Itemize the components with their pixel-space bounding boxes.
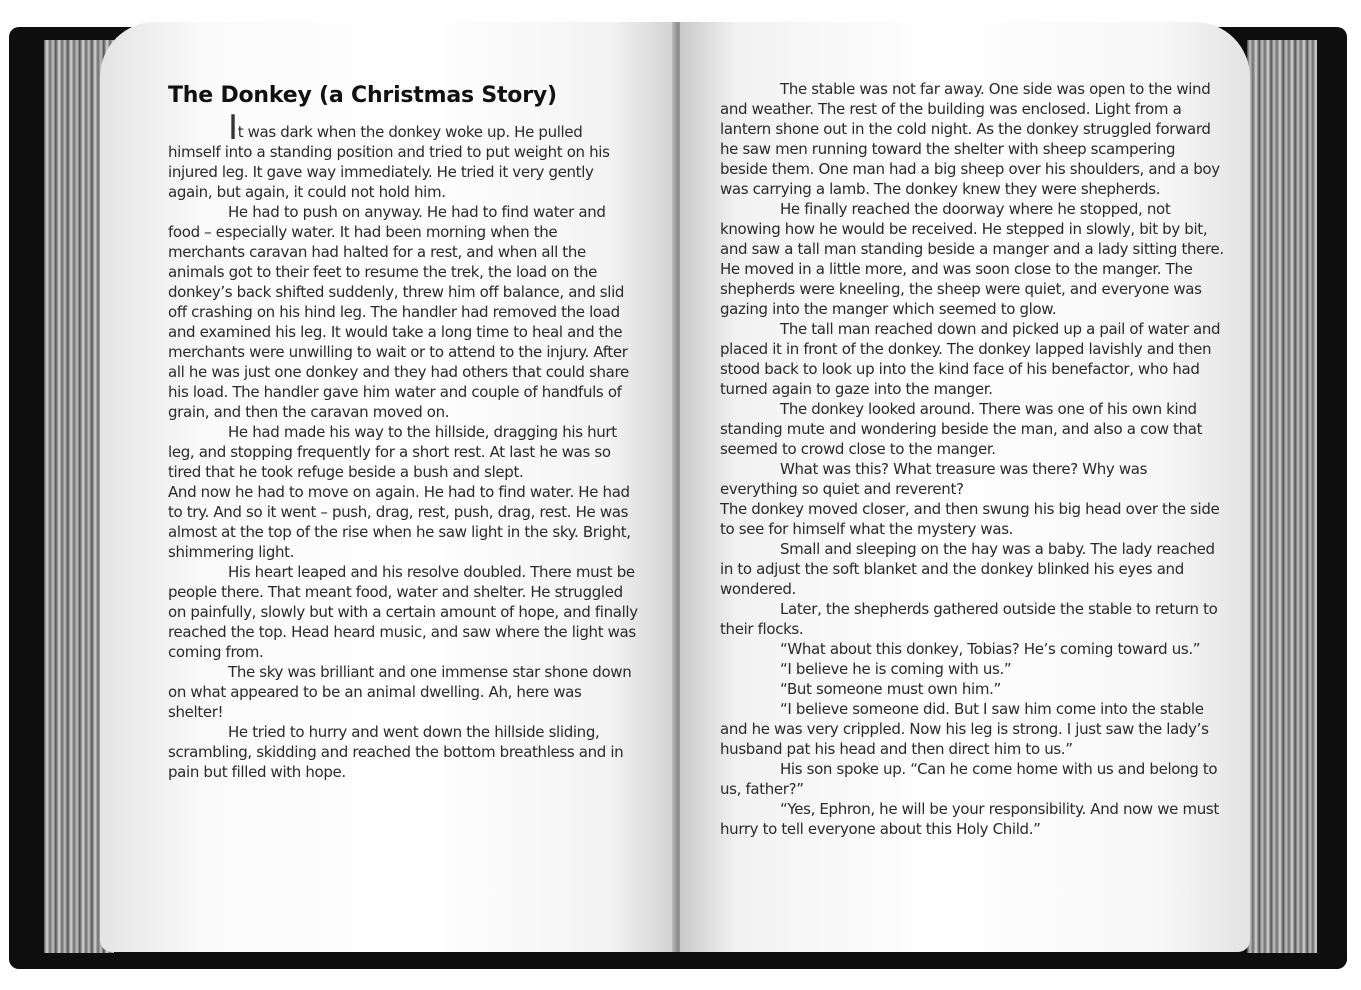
paragraph: The stable was not far away. One side was open to the wind and weather. The rest of the building was enclosed. Light from a lantern shone out in the cold night. As the donkey struggled forward he saw men running toward the shelter with sheep scampering beside them. One man had a big sheep over his shoulders, and a boy was carrying a lamb. The donkey knew they were shepherds. [720, 80, 1220, 198]
paragraph: He had made his way to the hillside, dragging his hurt leg, and stopping frequently for a short rest. At last he was so tired that he took refuge beside a bush and slept. [168, 423, 617, 481]
paragraph: “What about this donkey, Tobias? He’s coming toward us.” [780, 640, 1201, 658]
paragraph: He finally reached the doorway where he stopped, not knowing how he would be received. He stepped in slowly, bit by bit, and saw a tall man standing beside a manger and a lady sitting there. He moved in a little more, and was soon close to the manger. The shepherds were kneeling, the sheep were quiet, and everyone was gazing into the manger which seemed to glow. [720, 200, 1224, 318]
paragraph: The donkey moved closer, and then swung his big head over the side to see for himself what the mystery was. [720, 500, 1220, 538]
page-edges-right [1247, 40, 1317, 953]
paragraph [168, 108, 638, 202]
paragraph: “I believe someone did. But I saw him come into the stable and he was very crippled. Now his leg is strong. I just saw the lady’s husband pat his head and then direct him to us.” [720, 700, 1209, 758]
paragraph: His son spoke up. “Can he come home with us and belong to us, father?” [720, 760, 1218, 798]
paragraph: “Yes, Ephron, he will be your responsibility. And now we must hurry to tell everyone about this Holy Child.” [720, 800, 1219, 838]
paragraph: He had to push on anyway. He had to find water and food – especially water. It had been morning when the merchants caravan had halted for a rest, and when all the animals got to their feet to resume the trek, the load on the donkey’s back shifted suddenly, threw him off balance, and slid off crashing on his hind leg. The handler had removed the load and examined his leg. It would take a long time to heal and the merchants were unwilling to wait or to attend to the injury. After all he was just one donkey and they had others that could share his load. The handler gave him water and couple of handfuls of grain, and then the caravan moved on. [168, 203, 629, 421]
right-page [680, 22, 1250, 952]
paragraph: His heart leaped and his resolve doubled. There must be people there. That meant food, water and shelter. He struggled on painfully, slowly but with a certain amount of hope, and finally reached the top. Head heard music, and saw where the light was coming from. [168, 563, 638, 661]
drop-cap: I [228, 108, 238, 148]
paragraph: Small and sleeping on the hay was a baby. The lady reached in to adjust the soft blanket and the donkey blinked his eyes and wondered. [720, 540, 1215, 598]
right-page-text [720, 79, 1225, 839]
left-page-text [168, 82, 638, 782]
paragraph: The tall man reached down and picked up a pail of water and placed it in front of the donkey. The donkey lapped lavishly and then stood back to look up into the kind face of his benefactor, who had turned again to gaze into the manger. [720, 320, 1221, 398]
paragraph: He tried to hurry and went down the hillside sliding, scrambling, skidding and reached the bottom breathless and in pain but filled with hope. [168, 723, 624, 781]
paragraph: “I believe he is coming with us.” [780, 660, 1012, 678]
paragraph: And now he had to move on again. He had to find water. He had to try. And so it went – push, drag, rest, push, drag, rest. He was almost at the top of the rise when he saw light in the sky. Bright, shimmering light. [168, 483, 631, 561]
paragraph: The sky was brilliant and one immense star shone down on what appeared to be an animal dwelling. Ah, here was shelter! [168, 663, 632, 721]
paragraph: Later, the shepherds gathered outside the stable to return to their flocks. [720, 600, 1218, 638]
paragraph: “But someone must own him.” [780, 680, 1001, 698]
paragraph-text: t was dark when the donkey woke up. He pulled himself into a standing position and tried to put weight on his injured leg. It gave way immediately. He tried it very gently again, but again, it could not hold him. [168, 123, 610, 201]
left-page [100, 22, 680, 952]
paragraph: The donkey looked around. There was one of his own kind standing mute and wondering beside the man, and also a cow that seemed to crowd close to the manger. [720, 400, 1203, 458]
paragraph: What was this? What treasure was there? Why was everything so quiet and reverent? [720, 460, 1148, 498]
story-title: The Donkey (a Christmas Story) [168, 83, 557, 108]
